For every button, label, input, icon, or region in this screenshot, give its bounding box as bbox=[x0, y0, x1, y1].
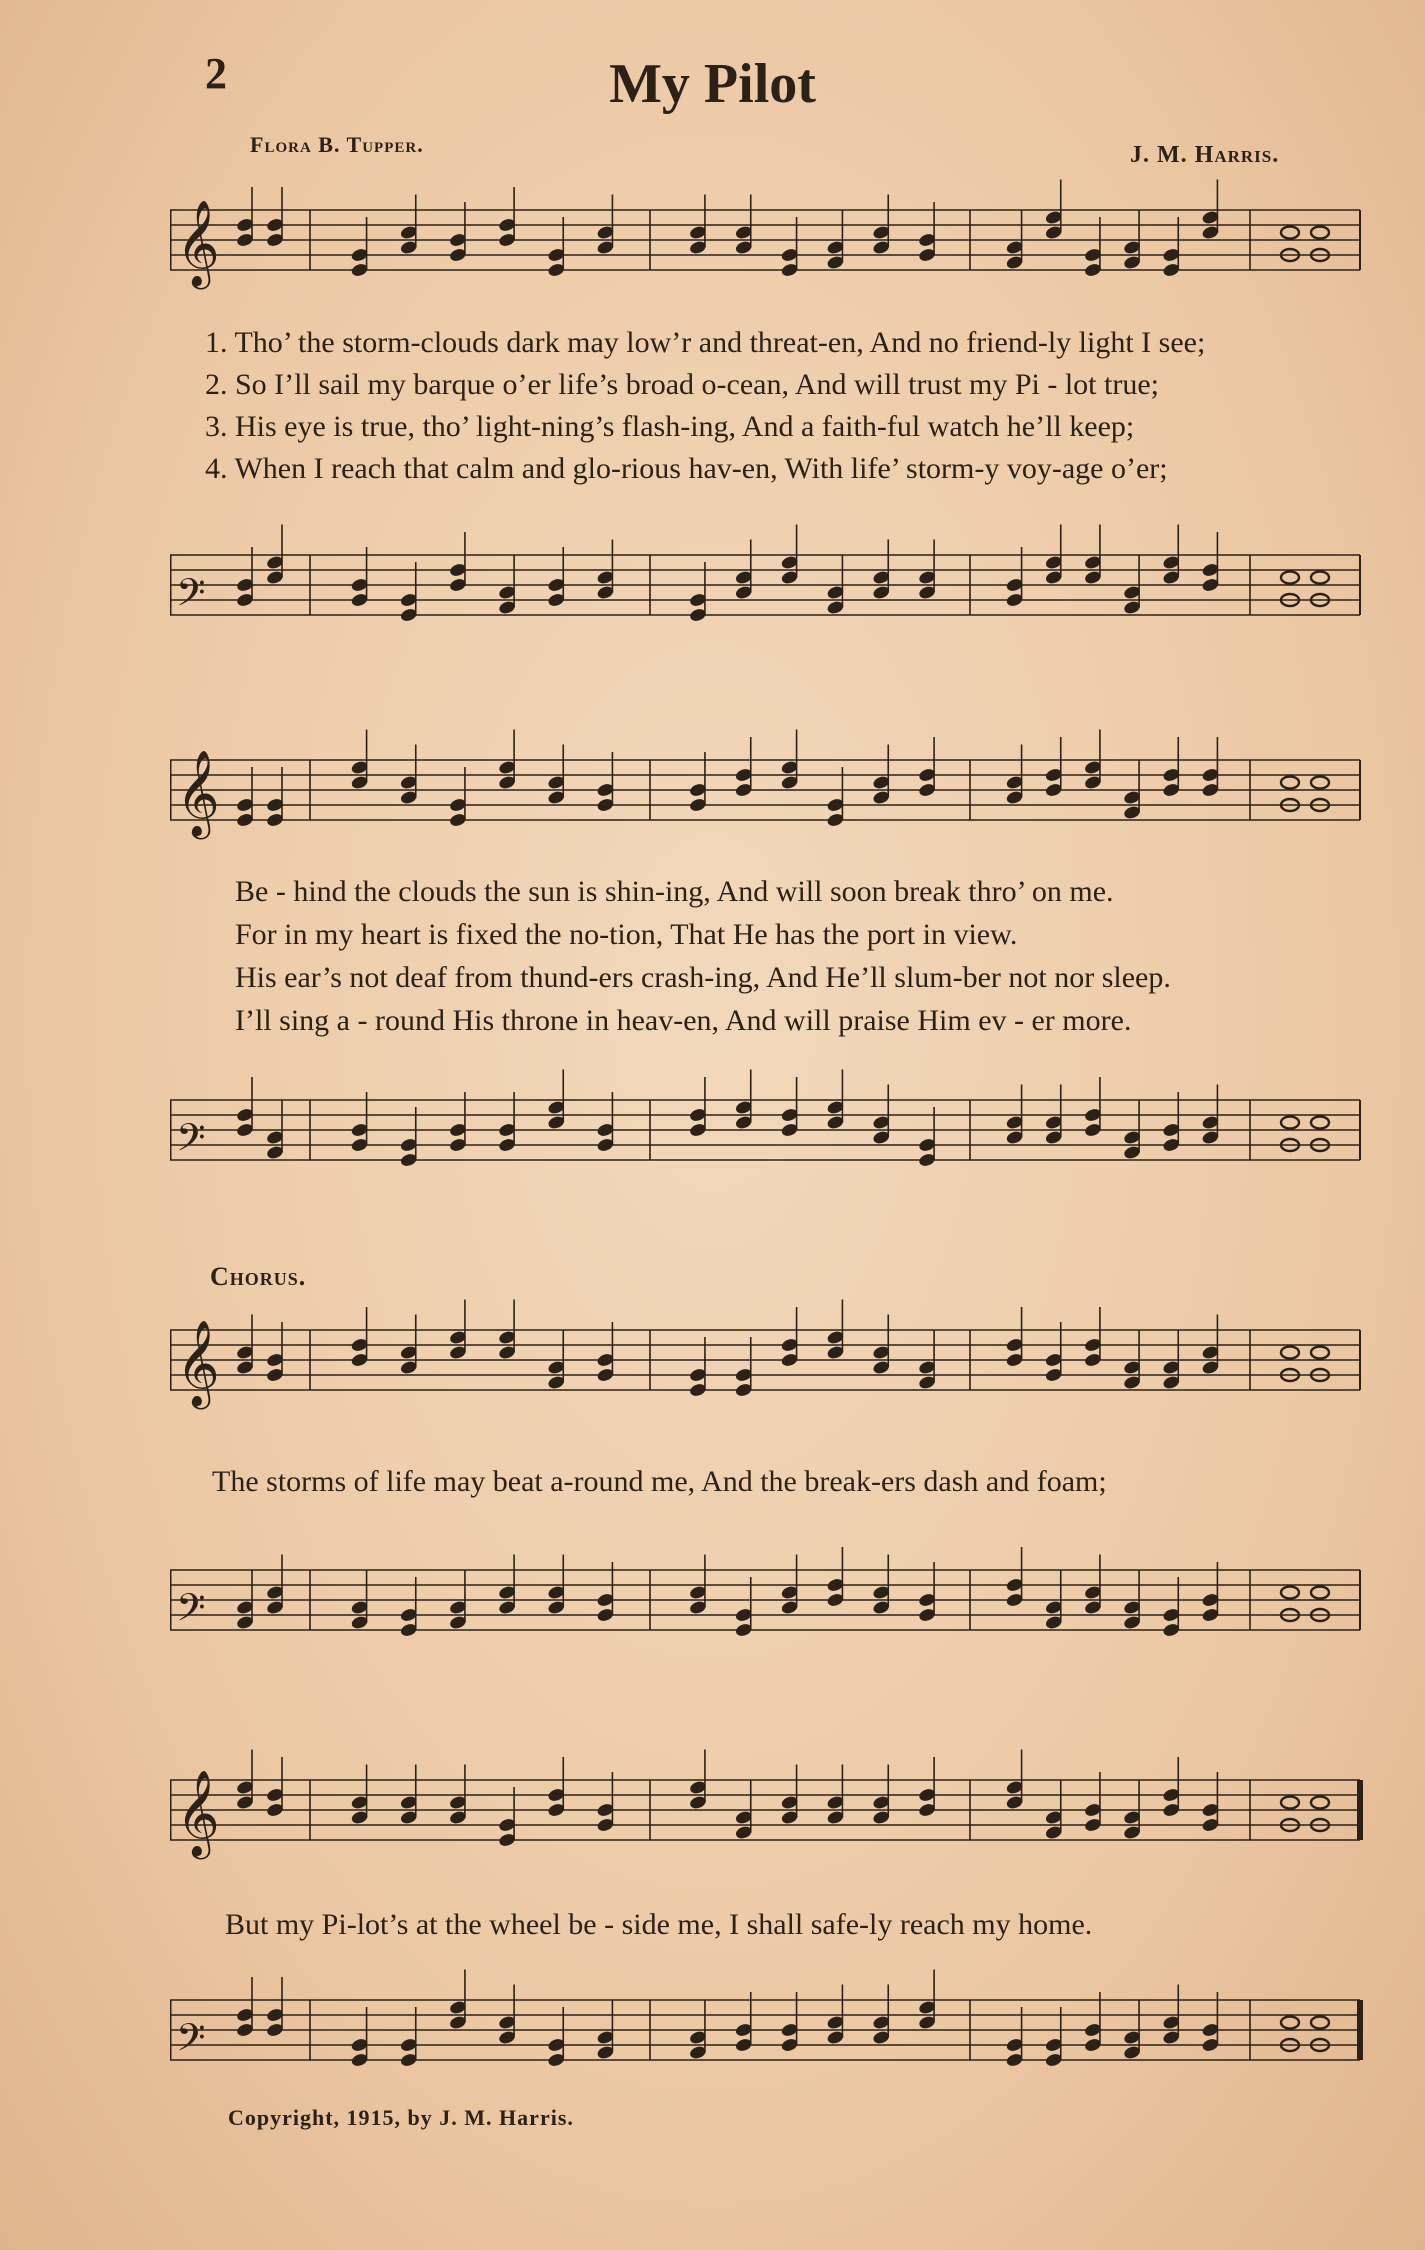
bass-clef-icon: 𝄢 bbox=[176, 2015, 206, 2069]
bass-clef-icon: 𝄢 bbox=[176, 570, 206, 624]
verse-continuation-line-4: I’ll sing a - round His throne in heav-en, And will praise Him ev - er more. bbox=[235, 1004, 1132, 1037]
bass-clef-icon: 𝄢 bbox=[176, 1115, 206, 1169]
hymn-title: My Pilot bbox=[609, 53, 816, 115]
system-1-bass-staff bbox=[170, 515, 1370, 655]
system-2-treble-staff bbox=[170, 720, 1370, 860]
system-4-bass-staff bbox=[170, 1960, 1370, 2100]
system-3-bass-staff bbox=[170, 1530, 1370, 1670]
system-3-treble-staff bbox=[170, 1290, 1370, 1430]
bass-clef-icon: 𝄢 bbox=[176, 1585, 206, 1639]
page-number: 2 bbox=[205, 49, 227, 98]
verse-continuation-line-1: Be - hind the clouds the sun is shin-ing, And will soon break thro’ on me. bbox=[235, 875, 1114, 908]
verse-line-3: 3. His eye is true, tho’ light-ning’s flash-ing, And a faith-ful watch he’ll keep; bbox=[205, 410, 1135, 443]
system-2-bass-staff bbox=[170, 1060, 1370, 1200]
system-1-treble-staff bbox=[170, 170, 1370, 310]
verse-line-4: 4. When I reach that calm and glo-rious hav-en, With life’ storm-y voy-age o’er; bbox=[205, 452, 1168, 485]
chorus-line-1: The storms of life may beat a-round me, And the break-ers dash and foam; bbox=[212, 1465, 1107, 1498]
verse-continuation-lyrics bbox=[235, 870, 1365, 1042]
lyricist-credit: Flora B. Tupper. bbox=[250, 132, 424, 157]
verse-line-2: 2. So I’ll sail my barque o’er life’s broad o-cean, And will trust my Pi - lot true; bbox=[205, 368, 1159, 401]
chorus-label: Chorus. bbox=[210, 1262, 307, 1291]
treble-clef-icon: 𝄞 bbox=[176, 1770, 220, 1856]
treble-clef-icon: 𝄞 bbox=[176, 750, 220, 836]
composer-credit: J. M. Harris. bbox=[1130, 142, 1280, 168]
verse-line-1: 1. Tho’ the storm-clouds dark may low’r and threat-en, And no friend-ly light I see; bbox=[205, 326, 1206, 359]
chorus-line-2: But my Pi-lot’s at the wheel be - side me, I shall safe-ly reach my home. bbox=[225, 1908, 1093, 1941]
verse-continuation-line-2: For in my heart is fixed the no-tion, That He has the port in view. bbox=[235, 918, 1018, 951]
verse-lyrics bbox=[205, 322, 1365, 490]
system-4-treble-staff bbox=[170, 1740, 1370, 1880]
copyright-notice: Copyright, 1915, by J. M. Harris. bbox=[228, 2105, 574, 2130]
treble-clef-icon: 𝄞 bbox=[176, 1320, 220, 1406]
treble-clef-icon: 𝄞 bbox=[176, 200, 220, 286]
verse-continuation-line-3: His ear’s not deaf from thund-ers crash-ing, And He’ll slum-ber not nor sleep. bbox=[235, 961, 1171, 994]
